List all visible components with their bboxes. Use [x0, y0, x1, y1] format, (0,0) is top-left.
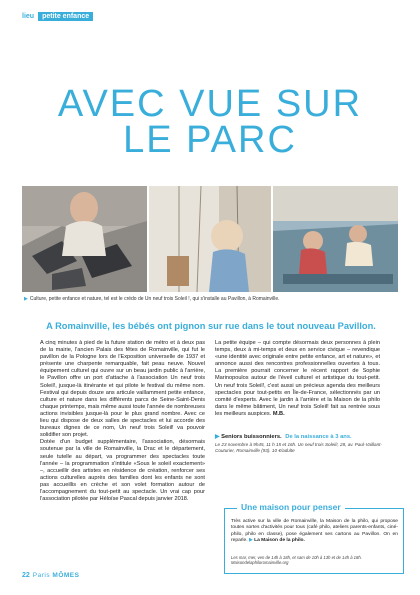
info-box-title: Une maison pour penser	[237, 502, 345, 512]
info-box-link: La Maison de la philo.	[254, 537, 305, 543]
brand-part-b: MÔMES	[52, 572, 80, 579]
title-line-2: LE PARC	[123, 119, 297, 161]
photo-child-installation	[149, 186, 271, 292]
page-footer	[22, 572, 79, 579]
title-line-1: AVEC VUE SUR	[57, 83, 363, 125]
page-number: 22	[22, 572, 30, 579]
info-box-hours: Les mar, mer, ven de 14h à 18h, et sam de 10h à 13h et de 14h à 18h. Maisondelaphiloromainville.org	[231, 555, 362, 566]
section-rubric	[22, 12, 93, 21]
triangle-bullet-icon: ▶	[248, 537, 253, 543]
event-age: De la naissance à 3 ans.	[285, 434, 352, 440]
triangle-bullet-icon: ▶	[24, 296, 28, 302]
info-box-body	[231, 519, 398, 544]
rubric-section: lieu	[22, 13, 35, 20]
magazine-brand	[33, 572, 80, 579]
event-title: Seniors buissonniers.	[221, 434, 282, 440]
paragraph-3: La petite équipe – qui compte désormais deux personnes à plein temps, deux à mi-temps et deux en service civique – revendique «une identité avec originale entre petite enfance, art et nature», et annonce aussi des rencontres professionnelles ouvertes à tous. La première pourrait concerner le récent rapport de Sophie Marinopoulos autour de l'éveil culturel et artistique du tout-petit. Un neuf trois Soleil!, c'est aussi un précieux agenda des meilleurs spectacles pour tout-petits en Île-de-France, sélectionnés par un comité d'experts. Avec le jardin à l'arrière et la Maison de la philo dans le même bâtiment, Un neuf trois Soleil! fait sa rentrée sous les meilleurs auspices.	[215, 340, 380, 417]
event-details: Le 23 novembre à 9h45, 11 h 15 et 16h. Un neuf trois Soleil!, 28, av. Paul-Vaillant-Couturier, Romainville (93). 10 €/adulte	[215, 442, 382, 453]
triangle-bullet-icon: ▶	[215, 434, 220, 440]
article-column-right	[215, 340, 380, 418]
photo-caption	[24, 296, 404, 302]
event-title-line	[215, 434, 385, 440]
photo-child-slate-figures	[22, 186, 147, 292]
rubric-tag: petite enfance	[38, 12, 93, 21]
author-signature: M.B.	[272, 410, 285, 417]
photo-children-art-room	[273, 186, 398, 292]
page-title	[0, 83, 420, 161]
paragraph-1: A cinq minutes à pied de la future station de métro et à deux pas de la mairie, l'ancien Palais des fêtes de Romainville, qui fut le pavillon de la Pologne lors de l'Exposition universelle de 1937 et présente une charpente remarquable, fait peau neuve. Nouvel équipement culturel qui ouvre sur un beau jardin public à l'arrière, le Pavillon offre un port d'attache à l'association Un neuf trois Soleil!, jusque-là itinérante et qui pilote le festival du même nom. Festival qui depuis douze ans articule vaillamment petite enfance, culture et nature dans les différents parcs de Seine-Saint-Denis chaque printemps, mais même aussi toute l'année de nombreuses actions invisibles jusque-là pour le plus grand nombre. Avec ce lieu qui dispose de deux salles de spectacles et lui accorde des bureaux dignes de ce nom, Un neuf trois Soleil! va pouvoir solidifier son projet.	[40, 340, 205, 439]
article-lead: A Romainville, les bébés ont pignon sur rue dans le tout nouveau Pavillon.	[46, 321, 376, 331]
info-box-text: Très active sur la ville de Romainville, la Maison de la philo, qui propose toutes sortes d'activités pour tous (café philo, ateliers parents-enfants, ciné-philo, philo en classe), pose également ses cartons au Pavillon. On en reparle.	[231, 519, 398, 543]
caption-text: Culture, petite enfance et nature, tel est le crédo de Un neuf trois Soleil !, qui s'installe au Pavillon, à Romainville.	[29, 296, 280, 302]
article-column-left	[40, 340, 205, 503]
brand-part-a: Paris	[32, 572, 51, 579]
event-info	[215, 434, 385, 454]
paragraph-2: Dotée d'un budget supplémentaire, l'association, désormais soutenue par la ville de Romainville, la Drac et le département, seule tutelle au départ, va programmer des spectacles toute l'année – la programmation s'intitule «Sous le soleil exactement» –, accueillir des artistes en résidence de création, renforcer ses actions culturelles auprès des familles dont les enfants ne sont pas accueillis en crèche et son volet formation autour de l'accompagnement du tout-petit au spectacle. Un vrai cap pour l'association pilotée par Héloïse Pascal depuis janvier 2018.	[40, 439, 205, 503]
info-box	[224, 502, 404, 574]
